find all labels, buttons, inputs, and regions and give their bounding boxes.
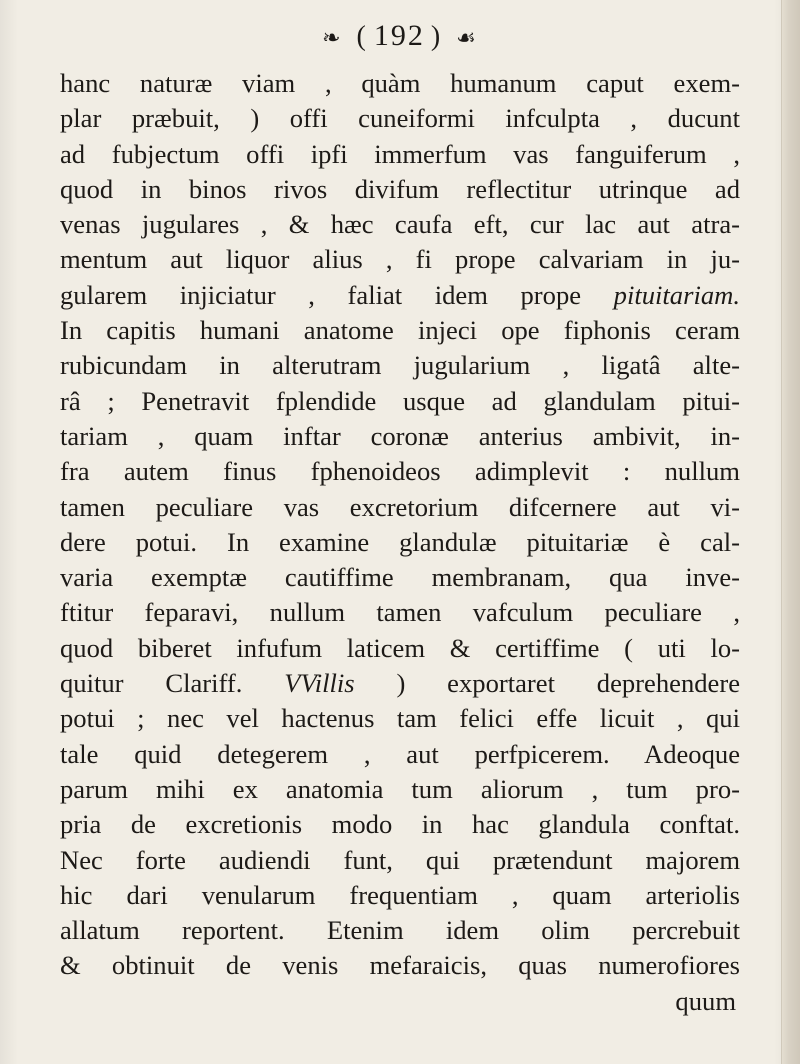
text-line xyxy=(60,242,740,277)
text-segment: tamen peculiare vas excretorium difcernere aut vi- xyxy=(60,491,740,522)
text-segment: ) exportaret deprehendere xyxy=(354,668,740,699)
body-text xyxy=(60,66,740,1019)
italic-segment: pituitariam. xyxy=(613,279,740,310)
text-segment: plar præbuit, ) offi cuneiformi infculpta , ducunt xyxy=(60,103,740,134)
text-line xyxy=(60,948,740,983)
text-segment: quitur Clariff. xyxy=(60,668,285,699)
text-segment: râ ; Penetravit fplendide usque ad glandulam pitui- xyxy=(60,385,740,416)
ornament-left-icon: ❧ xyxy=(322,25,343,51)
text-segment: Nec forte audiendi funt, qui prætendunt majorem xyxy=(60,844,740,875)
text-line xyxy=(60,631,740,666)
text-segment: dere potui. In examine glandulæ pituitariæ è cal- xyxy=(60,526,740,557)
text-line xyxy=(60,278,740,313)
text-segment: quum xyxy=(675,985,736,1016)
text-line xyxy=(60,490,740,525)
catchword xyxy=(60,984,740,1019)
text-segment: venas jugulares , & hæc caufa eft, cur lac aut atra- xyxy=(60,209,740,240)
text-line xyxy=(60,807,740,842)
text-segment: ftitur feparavi, nullum tamen vafculum peculiare , xyxy=(60,597,740,628)
text-segment: & obtinuit de venis mefaraicis, quas numerofiores xyxy=(60,950,740,981)
text-segment: quod in binos rivos divifum reflectitur utrinque ad xyxy=(60,173,740,204)
text-segment: pria de excretionis modo in hac glandula conftat. xyxy=(60,809,740,840)
text-line xyxy=(60,560,740,595)
page-edge xyxy=(781,0,800,1064)
text-segment: rubicundam in alterutram jugularium , ligatâ alte- xyxy=(60,350,740,381)
text-segment: gularem injiciatur , faliat idem prope xyxy=(60,279,614,310)
text-segment: hic dari venularum frequentiam , quam arteriolis xyxy=(60,879,740,910)
text-line xyxy=(60,137,740,172)
text-segment: hanc naturæ viam , quàm humanum caput exem- xyxy=(60,68,740,98)
text-line xyxy=(60,454,740,489)
text-line xyxy=(60,878,740,913)
text-segment: ad fubjectum offi ipfi immerfum vas fanguiferum , xyxy=(60,138,740,169)
text-line xyxy=(60,348,740,383)
text-line xyxy=(60,101,740,136)
text-line xyxy=(60,525,740,560)
paren-left: ( xyxy=(356,21,368,52)
text-line xyxy=(60,419,740,454)
text-line xyxy=(60,595,740,630)
text-line xyxy=(60,737,740,772)
text-line xyxy=(60,172,740,207)
text-segment: mentum aut liquor alius , fi prope calvariam in ju- xyxy=(60,244,740,275)
text-segment: potui ; nec vel hactenus tam felici effe licuit , qui xyxy=(60,703,740,734)
text-line xyxy=(60,313,740,348)
ornament-right-icon: ☙ xyxy=(456,25,478,51)
text-line xyxy=(60,843,740,878)
text-line xyxy=(60,66,740,101)
text-line xyxy=(60,913,740,948)
text-segment: quod biberet infufum laticem & certiffime ( uti lo- xyxy=(60,632,740,663)
text-line xyxy=(60,384,740,419)
page-number: 192 xyxy=(373,19,425,52)
text-segment: allatum reportent. Etenim idem olim percrebuit xyxy=(60,915,740,946)
text-segment: tariam , quam inftar coronæ anterius ambivit, in- xyxy=(60,420,740,451)
italic-segment: VVillis xyxy=(284,668,355,699)
running-header xyxy=(0,16,800,56)
text-line xyxy=(60,772,740,807)
text-line xyxy=(60,666,740,701)
paren-right: ) xyxy=(430,21,443,52)
text-line xyxy=(60,701,740,736)
text-segment: parum mihi ex anatomia tum aliorum , tum pro- xyxy=(60,773,740,804)
text-segment: varia exemptæ cautiffime membranam, qua inve- xyxy=(60,562,740,593)
text-segment: fra autem finus fphenoideos adimplevit : nullum xyxy=(60,456,740,487)
text-line xyxy=(60,207,740,242)
text-segment: tale quid detegerem , aut perfpicerem. Adeoque xyxy=(60,738,740,769)
text-segment: In capitis humani anatome injeci ope fiphonis ceram xyxy=(60,315,740,346)
